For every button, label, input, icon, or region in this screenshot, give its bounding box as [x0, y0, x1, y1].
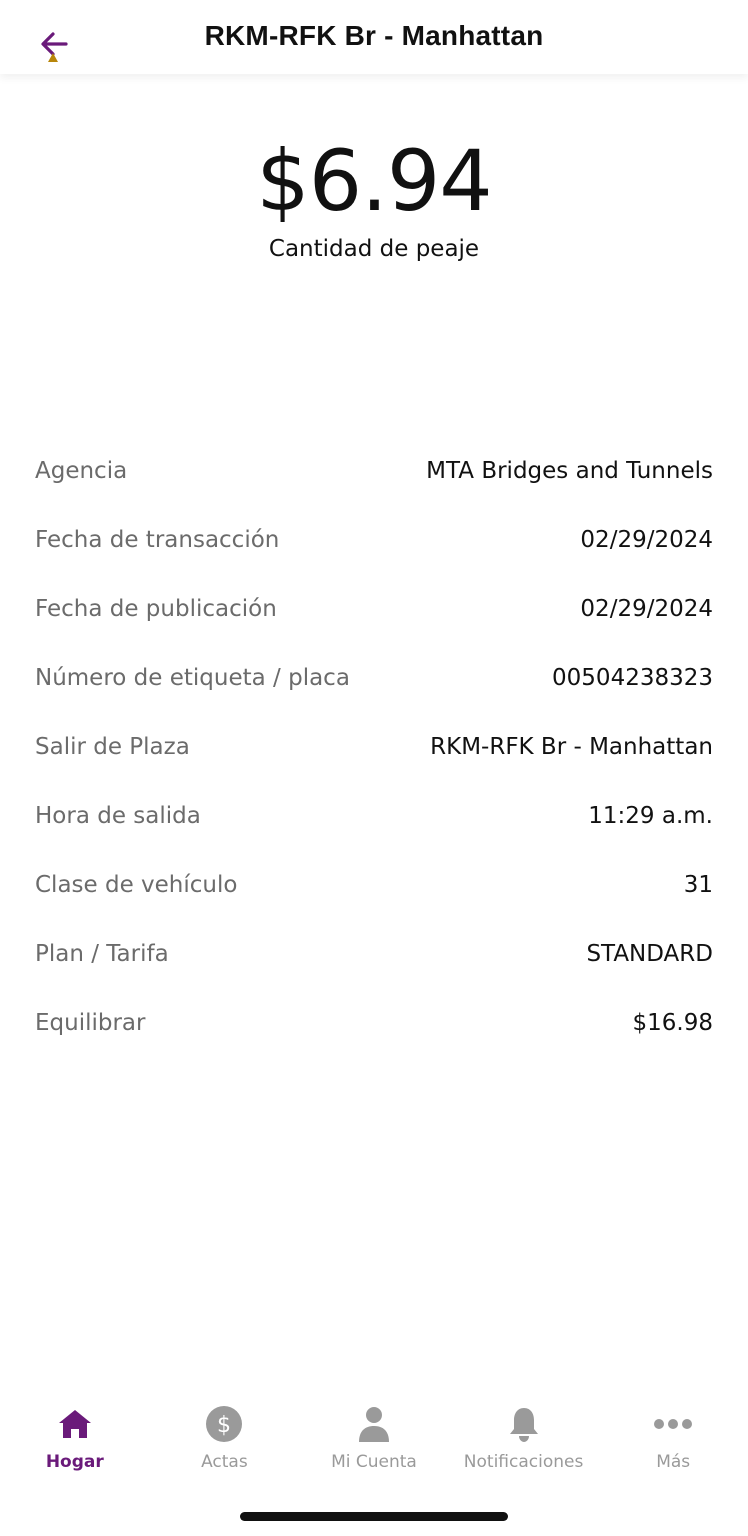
detail-row-balance [35, 988, 713, 1057]
tab-notifications[interactable] [449, 1396, 599, 1486]
toll-amount: $6.94 [256, 132, 492, 230]
detail-row-transaction-date [35, 505, 713, 574]
tab-label: Mi Cuenta [331, 1452, 417, 1472]
detail-row-tag-plate [35, 643, 713, 712]
detail-value: 31 [683, 871, 713, 898]
home-icon [57, 1406, 93, 1442]
detail-value: RKM-RFK Br - Manhattan [430, 733, 713, 760]
top-nav-bar [0, 0, 748, 74]
detail-row-vehicle-class [35, 850, 713, 919]
transaction-details-list [35, 436, 713, 1057]
tab-home[interactable] [0, 1396, 150, 1486]
detail-label: Fecha de publicación [35, 595, 277, 622]
svg-text:$: $ [217, 1413, 232, 1438]
detail-label: Hora de salida [35, 802, 201, 829]
detail-row-exit-time [35, 781, 713, 850]
tab-label: Hogar [45, 1452, 104, 1472]
detail-label: Plan / Tarifa [35, 940, 169, 967]
detail-label: Salir de Plaza [35, 733, 190, 760]
dollar-icon [205, 1405, 243, 1443]
detail-value: STANDARD [586, 940, 713, 967]
detail-value: 00504238323 [552, 664, 713, 691]
detail-value: 02/29/2024 [580, 526, 713, 553]
tab-label: Más [656, 1452, 691, 1472]
detail-value: 02/29/2024 [580, 595, 713, 622]
tab-label: Actas [201, 1452, 248, 1472]
detail-row-posting-date [35, 574, 713, 643]
page-title: RKM-RFK Br - Manhattan [204, 20, 544, 51]
detail-value: MTA Bridges and Tunnels [426, 457, 713, 484]
detail-value: 11:29 a.m. [588, 802, 713, 829]
tab-label: Notificaciones [463, 1452, 584, 1472]
detail-label: Equilibrar [35, 1009, 146, 1036]
tab-actas[interactable] [150, 1396, 300, 1486]
bell-icon [506, 1405, 542, 1443]
detail-value: $16.98 [632, 1009, 713, 1036]
detail-row-plan-rate [35, 919, 713, 988]
home-indicator [240, 1512, 508, 1521]
detail-row-exit-plaza [35, 712, 713, 781]
bottom-tab-bar [0, 1396, 748, 1486]
detail-label: Número de etiqueta / placa [35, 664, 350, 691]
tab-my-account[interactable] [299, 1396, 449, 1486]
person-icon [356, 1405, 392, 1443]
toll-amount-label: Cantidad de peaje [268, 236, 480, 262]
tab-more[interactable] [598, 1396, 748, 1486]
detail-label: Agencia [35, 457, 128, 484]
detail-row-agency [35, 436, 713, 505]
more-icon [653, 1418, 693, 1430]
detail-label: Clase de vehículo [35, 871, 238, 898]
detail-label: Fecha de transacción [35, 526, 280, 553]
